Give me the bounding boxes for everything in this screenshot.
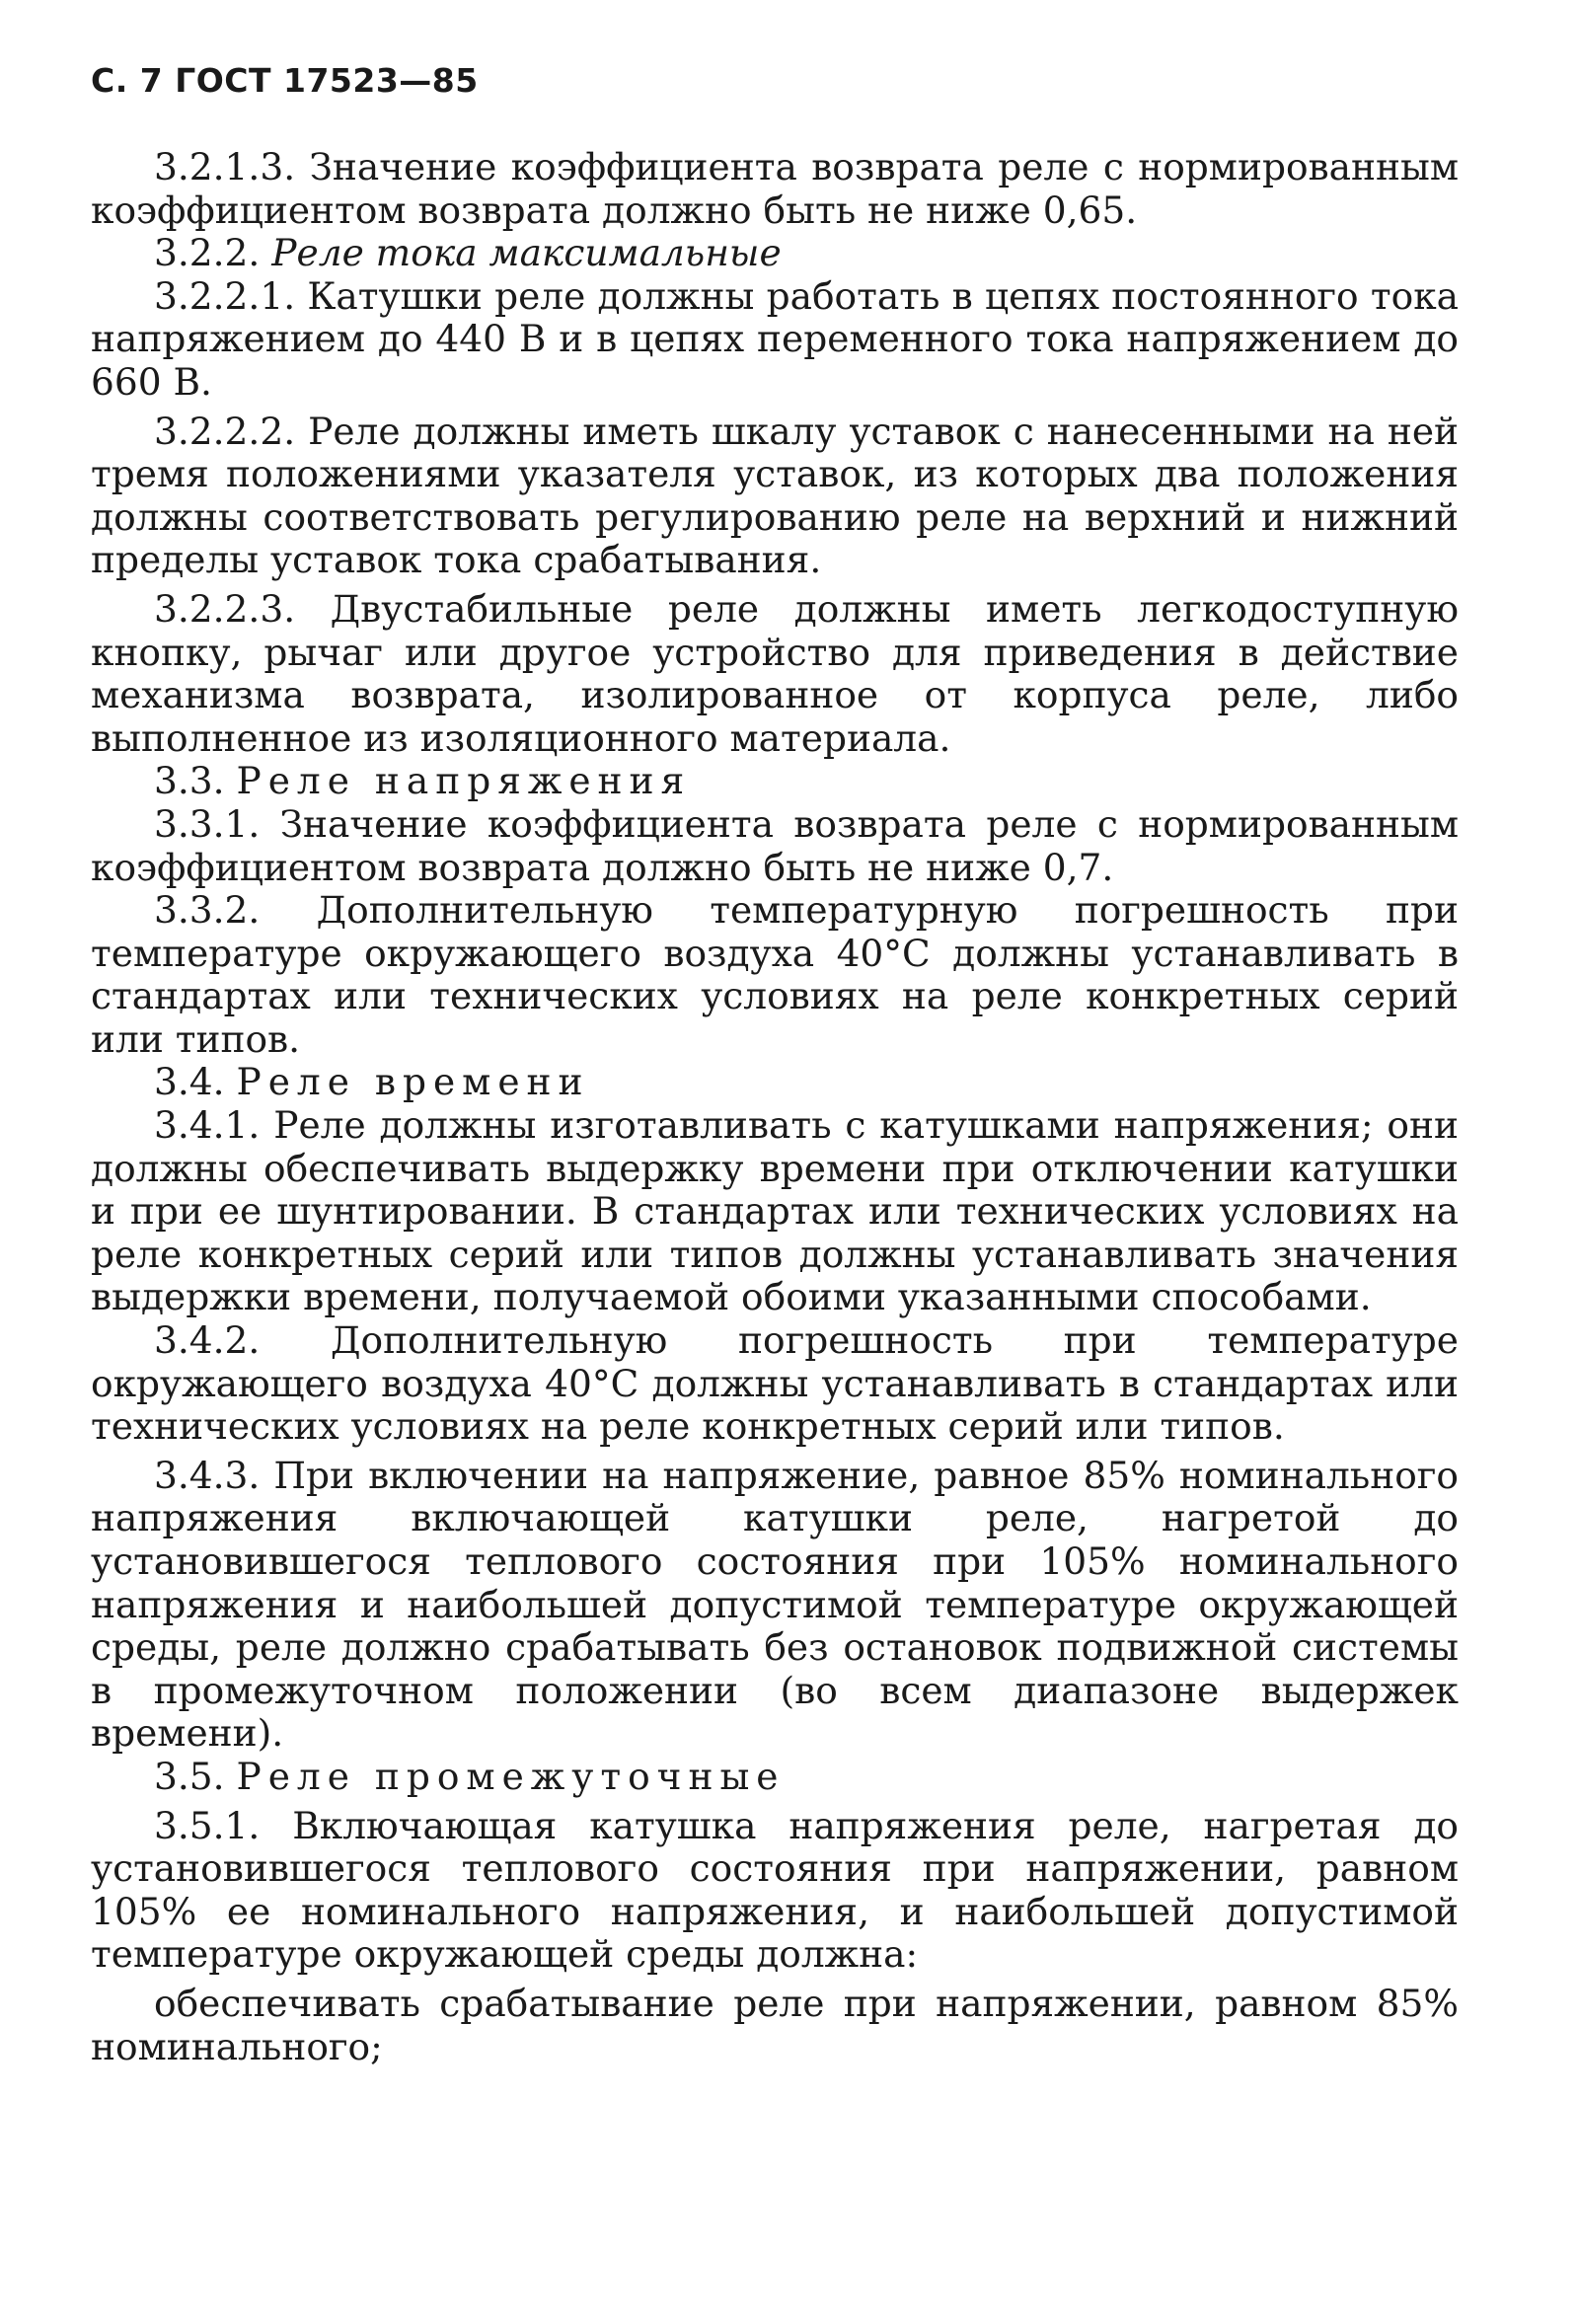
subheading-number: 3.5. <box>154 1754 225 1798</box>
paragraph-3-2-2-3: 3.2.2.3. Двустабильные реле должны иметь легкодоступную кнопку, рычаг или другое устройство для приведения в действие механизма возврата, изолированное от корпуса реле, либо выполненное из изоляционного материала. <box>91 586 1459 760</box>
paragraph-3-2-1-3: 3.2.1.3. Значение коэффициента возврата реле с нормированным коэффициентом возврата должно быть не ниже 0,65. <box>91 145 1459 232</box>
paragraph-3-2-2-2: 3.2.2.2. Реле должны иметь шкалу уставок с нанесенными на ней тремя положениями указателя уставок, из которых два положения должны соответствовать регулированию реле на верхний и нижний пределы уставок тока срабатывания. <box>91 409 1459 582</box>
subheading-title: Реле тока максимальные <box>271 231 782 275</box>
subheading-3-2-2 <box>91 232 1459 275</box>
paragraph-3-4-3: 3.4.3. При включении на напряжение, равное 85% номинального напряжения включающей катушки реле, нагретой до установившегося теплового состояния при 105% номинального напряжения и наибольшей допустимой температуре окружающей среды, реле должно срабатывать без остановок подвижной системы в промежуточном положении (во всем диапазоне выдержек времени). <box>91 1453 1459 1756</box>
subheading-number: 3.2.2. <box>154 231 261 275</box>
paragraph-3-2-2-1: 3.2.2.1. Катушки реле должны работать в цепях постоянного тока напряжением до 440 В и в цепях переменного тока напряжением до 660 В. <box>91 273 1459 404</box>
paragraph-3-4-1: 3.4.1. Реле должны изготавливать с катушками напряжения; они должны обеспечивать выдержку времени при отключении катушки и при ее шунтировании. В стандартах или технических условиях на реле конкретных серий или типов должны устанавливать значения выдержки времени, получаемой обоими указанными способами. <box>91 1103 1459 1319</box>
subheading-title: Реле напряжения <box>236 759 692 803</box>
paragraph-3-5-1: 3.5.1. Включающая катушка напряжения реле, нагретая до установившегося теплового состояния при напряжении, равном 105% ее номинального напряжения, и наибольшей допустимой температуре окружающей среды должна: <box>91 1803 1459 1977</box>
subheading-3-4 <box>91 1061 1459 1104</box>
paragraph-3-4-2: 3.4.2. Дополнительную погрешность при температуре окружающего воздуха 40°С должны устанавливать в стандартах или технических условиях на реле конкретных серий или типов. <box>91 1318 1459 1449</box>
subheading-3-3 <box>91 760 1459 803</box>
paragraph-3-3-2: 3.3.2. Дополнительную температурную погрешность при температуре окружающего воздуха 40°С должны устанавливать в стандартах или технических условиях на реле конкретных серий или типов. <box>91 888 1459 1061</box>
subheading-number: 3.4. <box>154 1060 225 1104</box>
subheading-title: Реле времени <box>236 1060 590 1104</box>
subheading-3-5 <box>91 1756 1459 1799</box>
paragraph-list-item-1: обеспечивать срабатывание реле при напряжении, равном 85% номинального; <box>91 1981 1459 2068</box>
subheading-title: Реле промежуточные <box>236 1754 786 1798</box>
page-header: С. 7 ГОСТ 17523—85 <box>91 61 479 100</box>
subheading-number: 3.3. <box>154 759 225 803</box>
document-body <box>91 146 1459 2068</box>
paragraph-3-3-1: 3.3.1. Значение коэффициента возврата реле с нормированным коэффициентом возврата должно быть не ниже 0,7. <box>91 801 1459 889</box>
